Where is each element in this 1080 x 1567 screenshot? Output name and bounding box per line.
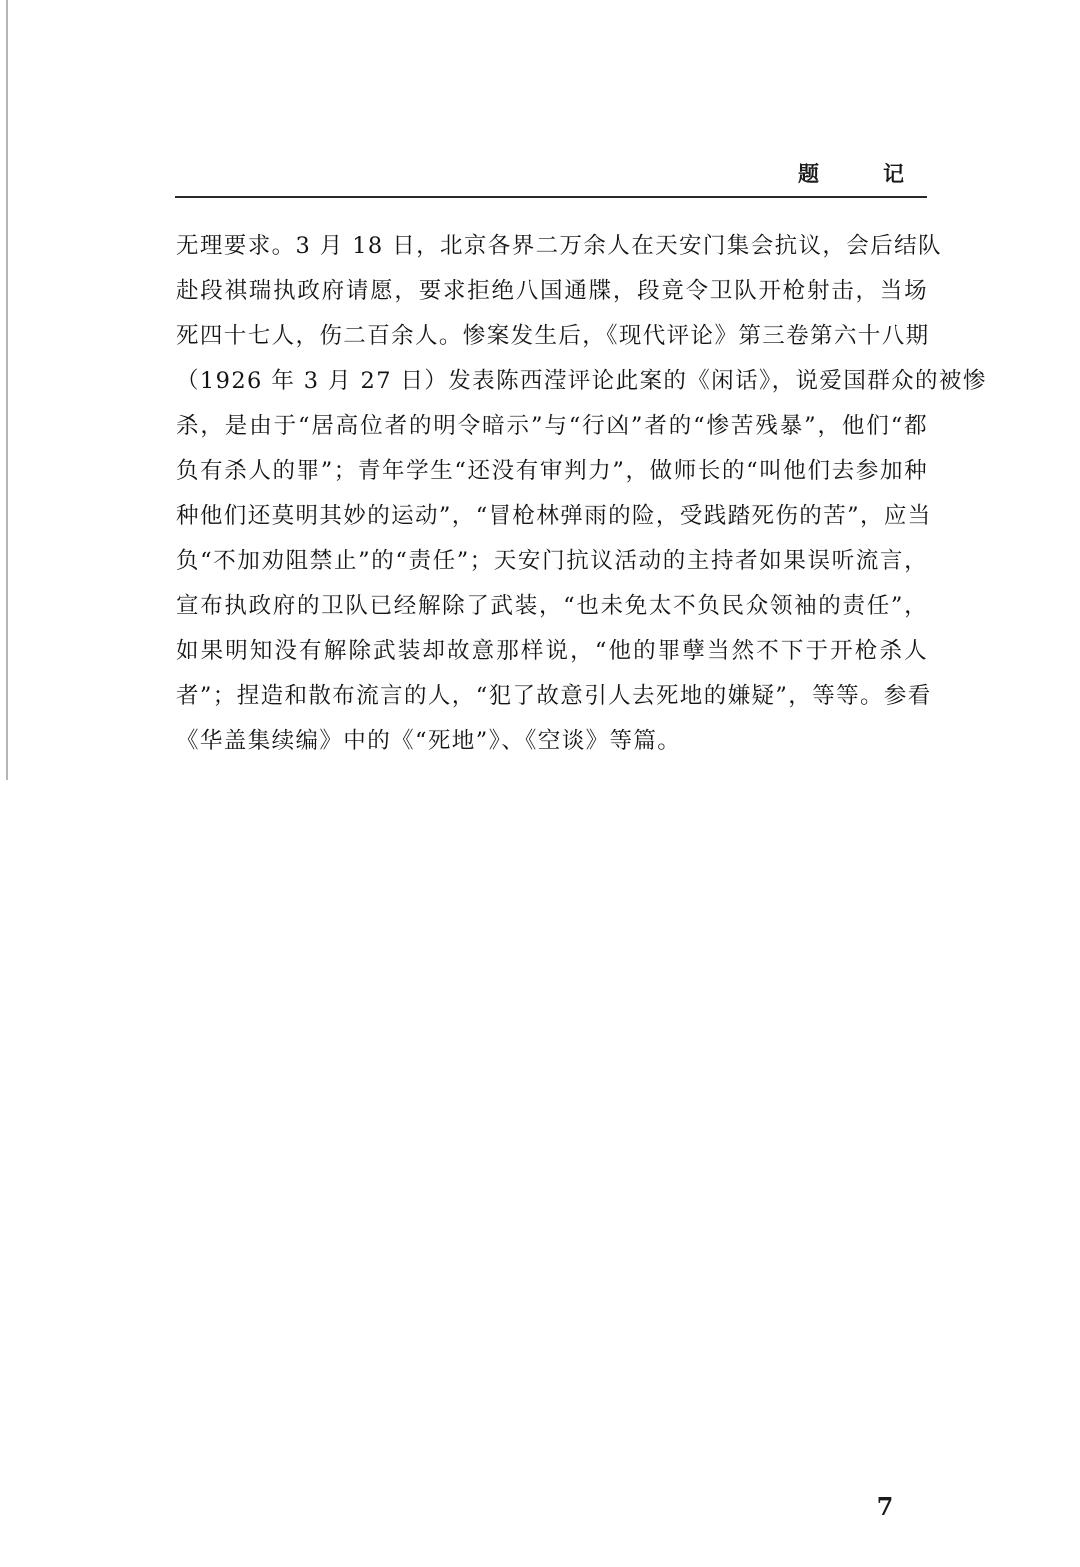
scan-edge-line bbox=[6, 0, 8, 780]
text-line-8: 负“不加劝阻禁止”的“责任”；天安门抗议活动的主持者如果误听流言， bbox=[176, 548, 928, 574]
text-line-3: 死四十七人，伤二百余人。惨案发生后，《现代评论》第三卷第六十八期 bbox=[176, 323, 930, 349]
header-char-ji: 记 bbox=[883, 161, 904, 186]
text-line-6: 负有杀人的罪”；青年学生“还没有审判力”，做师长的“叫他们去参加种 bbox=[176, 458, 928, 484]
text-line-10: 如果明知没有解除武装却故意那样说，“他的罪孽当然不下于开枪杀人 bbox=[176, 638, 928, 664]
header-char-ti: 题 bbox=[798, 161, 819, 186]
page-number: 7 bbox=[876, 1492, 894, 1521]
text-line-11: 者”；捏造和散布流言的人，“犯了故意引人去死地的嫌疑”，等等。参看 bbox=[176, 683, 932, 709]
text-line-12: 《华盖集续编》中的《“死地”》、《空谈》等篇。 bbox=[176, 728, 682, 754]
text-line-5: 杀，是由于“居高位者的明令暗示”与“行凶”者的“惨苦残暴”，他们“都 bbox=[176, 413, 928, 439]
text-line-7: 种他们还莫明其妙的运动”，“冒枪林弹雨的险，受践踏死伤的苦”，应当 bbox=[176, 503, 932, 529]
text-line-2: 赴段祺瑞执政府请愿，要求拒绝八国通牒，段竟令卫队开枪射击，当场 bbox=[176, 278, 928, 304]
text-line-9: 宣布执政府的卫队已经解除了武装，“也未免太不负民众领袖的责任”， bbox=[176, 593, 928, 619]
header-rule bbox=[175, 196, 927, 198]
text-line-1: 无理要求。3 月 18 日，北京各界二万余人在天安门集会抗议，会后结队 bbox=[176, 233, 942, 259]
text-line-4: （1926 年 3 月 27 日）发表陈西滢评论此案的《闲话》，说爱国群众的被惨 bbox=[176, 368, 987, 394]
body-paragraph bbox=[176, 224, 987, 764]
running-header bbox=[780, 160, 910, 190]
